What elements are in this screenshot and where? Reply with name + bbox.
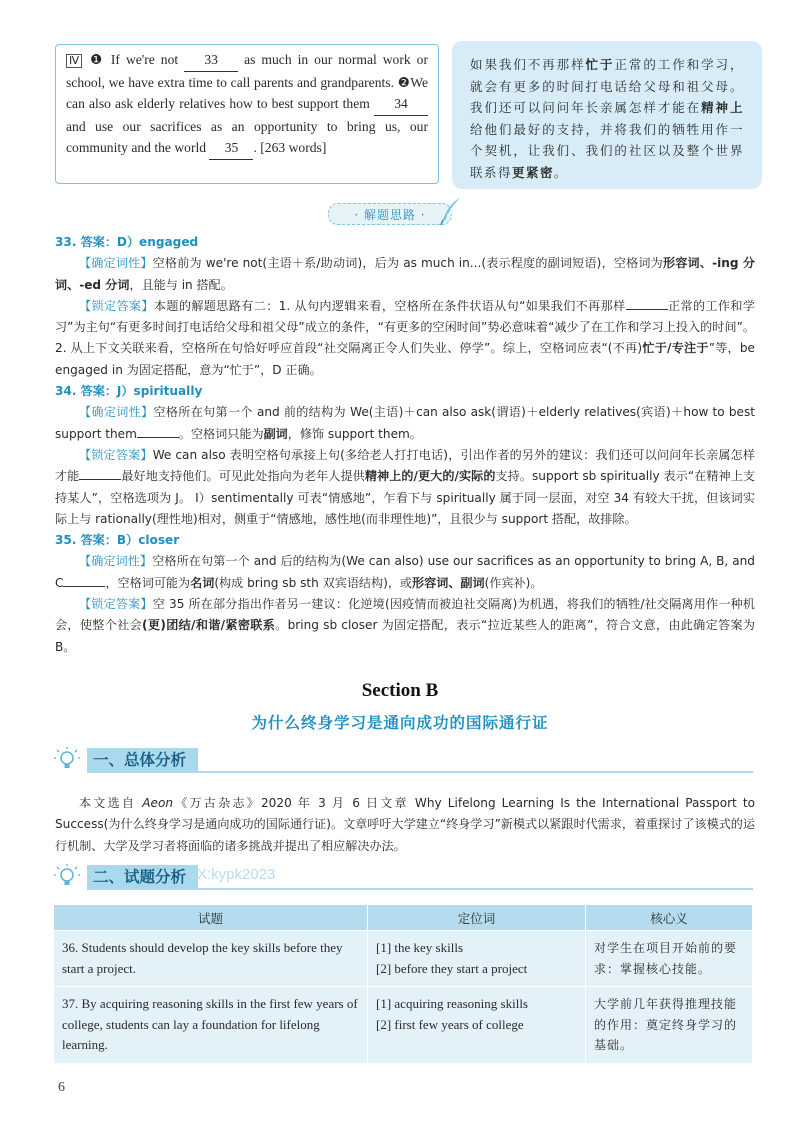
passage-box bbox=[55, 44, 439, 184]
sentence-marker-1: ❶ bbox=[90, 52, 105, 67]
q35-p2a: 空 35 所在部分指出作者另一建议：化逆境(因疫情而被迫社交隔离)为机遇，将我们的牺牲/社交隔离用作一种机会，使整个社会 bbox=[55, 597, 755, 633]
question-cell: 36. Students should develop the key skills before they start a project. bbox=[54, 931, 368, 987]
q34-p2c: 支持。support sb spiritually 表示“在精神上支持某人”，空格选项为 J。 I）sentimentally 可表“情感地”，乍看下与 spiritually 属于同一层面，对空 34 有较大干扰，但该词实际上与 rationally(理性地)相对，侧重于“情感地，感性地(而非理性地)”，且很少与 support 搭配，故排除。 bbox=[55, 469, 755, 526]
q34-inline-blank bbox=[137, 437, 179, 438]
table-row bbox=[54, 931, 753, 987]
q35-p1a: 空格所在句第一个 and 后的结构为(We can also) use our sacrifices as an opportunity to bring A, B, and C bbox=[55, 554, 755, 590]
locator-1: [1] the key skills bbox=[376, 940, 464, 955]
question-analysis-header bbox=[53, 865, 753, 890]
overall-analysis-label: 一、总体分析 bbox=[87, 748, 198, 773]
q33-p2c: ”等，be engaged in 为固定搭配，意为“忙于”，D 正确。 bbox=[55, 341, 756, 377]
table-header-locator: 定位词 bbox=[368, 905, 586, 931]
table-header-core: 核心义 bbox=[586, 905, 753, 931]
q33-p1a: 空格前为 we're not(主语＋系/助动词)，后为 as much in...(表示程度的副词短语)，空格词为 bbox=[152, 256, 663, 271]
article-summary bbox=[55, 793, 755, 857]
summary-source: Aeon bbox=[142, 796, 174, 810]
question-analysis-label: 二、试题分析 bbox=[87, 865, 198, 890]
translation-text-3: 给他们最好的支持，并将我们的牺牲用作一个契机，让我们、我们的社区以及整个世界联系得 bbox=[470, 121, 744, 180]
section-title: Section B bbox=[361, 680, 439, 701]
locator-2: [2] first few years of college bbox=[376, 1016, 524, 1032]
watermark: VX:kypk2023 bbox=[187, 866, 276, 883]
q35-p1c: (构成 bring sb sth 双宾语结构)，或 bbox=[214, 575, 413, 590]
q33-p2-bold: 忙于/专注于 bbox=[642, 341, 709, 356]
q33-p1b: ，且能与 in 搭配。 bbox=[129, 277, 233, 292]
translation-text-1: 如果我们不再那样 bbox=[470, 57, 586, 72]
q35-inline-blank bbox=[63, 586, 105, 587]
q34-p1-bold: 副词 bbox=[263, 426, 288, 441]
table-header-row bbox=[54, 905, 753, 931]
lightbulb-icon bbox=[53, 863, 81, 891]
locator-cell bbox=[368, 987, 586, 1064]
q34-p2b: 最好地支持他们。可见此处指向为老年人提供 bbox=[121, 469, 365, 484]
core-cell: 大学前几年获得推理技能的作用：奠定终身学习的基础。 bbox=[586, 987, 753, 1064]
translation-text-2: 正常的工作和学习，就会有更多的时间打电话给父母和祖父母。我们还可以问问年长亲属怎样才能在 bbox=[470, 57, 744, 116]
q35-p2-bold: (更)团结/和谐/紧密联系 bbox=[142, 618, 276, 633]
summary-a: 本文选自 bbox=[79, 796, 143, 810]
explanation-body bbox=[55, 232, 755, 658]
q34-p1b: 。空格词只能为 bbox=[178, 426, 264, 441]
answer-34: 34. 答案：J）spiritually bbox=[55, 384, 203, 399]
q33-p1-bold: 形容词、-ing 分词、-ed 分词 bbox=[55, 256, 755, 292]
q34-lock-answer bbox=[55, 445, 755, 530]
q34-tag-2: 【锁定答案】 bbox=[79, 447, 153, 462]
question-cell: 37. By acquiring reasoning skills in the first few years of college, students can lay a foundation for lifelong learning. bbox=[54, 987, 368, 1064]
q34-p1c: ，修饰 support them。 bbox=[287, 426, 422, 441]
blank-35[interactable]: 35 bbox=[209, 137, 253, 160]
translation-bold-3: 更紧密 bbox=[512, 164, 555, 180]
q33-inline-blank bbox=[626, 309, 668, 310]
q35-p1d: (作宾补)。 bbox=[484, 575, 543, 590]
feather-pen-icon bbox=[438, 196, 464, 226]
sentence-marker-2: ❷ bbox=[397, 74, 411, 90]
blank-34[interactable]: 34 bbox=[374, 93, 428, 116]
sentence-2b: and use our sacrifices as an opportunity to bring us, our community and the world bbox=[66, 118, 428, 155]
translation-bold-1: 忙于 bbox=[585, 57, 615, 72]
translation-box bbox=[452, 41, 762, 189]
hint-title: · 解题思路 · bbox=[328, 203, 452, 225]
locator-2: [2] before they start a project bbox=[376, 960, 528, 976]
q35-tag-2: 【锁定答案】 bbox=[79, 597, 153, 612]
table-header-question: 试题 bbox=[54, 905, 368, 931]
locator-cell bbox=[368, 931, 586, 987]
overall-analysis-header bbox=[53, 748, 753, 773]
q35-part-of-speech bbox=[55, 551, 755, 594]
lightbulb-icon bbox=[53, 746, 81, 774]
q33-p2b: 正常的工作和学习”为主句“有更多时间打电话给父母和祖父母”成立的条件，“有更多的空闲时间”势必意味着“减少了在工作和学习上投入的时间”。2. 从上下文关联来看，空格所在句恰好呼应首段“社交隔离正令人们失业、停学”。综上，空格词应表“(不再) bbox=[55, 298, 755, 356]
q33-tag-2: 【锁定答案】 bbox=[79, 298, 154, 313]
q35-p1-bold-2: 形容词、副词 bbox=[412, 575, 485, 590]
summary-b: 《万古杂志》2020 年 3 月 6 日文章 Why Lifelong Learning Is the International Passport to Success(为什么终身学习是通向成功的国际通行证)。文章呼吁大学建立“终身学习”新模式以紧跟时代需求，着重探讨了该模式的运行机制、大学及学习者将面临的诸多挑战并提出了相应解决办法。 bbox=[55, 796, 755, 853]
q33-p2a: 本题的解题思路有二：1. 从句内逻辑来看，空格所在条件状语从句“如果我们不再那样 bbox=[153, 298, 626, 313]
sentence-1b: as much in our normal work or school, we have extra time to call parents and grandparents. bbox=[66, 52, 428, 90]
question-analysis-table bbox=[53, 904, 753, 1064]
translation-text-4: 。 bbox=[554, 164, 569, 180]
answer-35: 35. 答案：B）closer bbox=[55, 533, 180, 548]
q33-part-of-speech bbox=[55, 253, 755, 296]
q35-tag-1: 【确定词性】 bbox=[79, 554, 153, 569]
table-row bbox=[54, 987, 753, 1064]
page-number: 6 bbox=[58, 1080, 65, 1095]
q33-tag-1: 【确定词性】 bbox=[79, 256, 153, 271]
blank-33[interactable]: 33 bbox=[184, 49, 238, 72]
section-subtitle: 为什么终身学习是通向成功的国际通行证 bbox=[251, 714, 549, 732]
core-cell: 对学生在项目开始前的要求：掌握核心技能。 bbox=[586, 931, 753, 987]
paragraph-roman-numeral: Ⅳ bbox=[66, 54, 82, 68]
q34-p1a: 空格所在句第一个 and 前的结构为 We(主语)＋can also ask(谓语)＋elderly relatives(宾语)＋how to best support them bbox=[55, 405, 755, 441]
q34-p2-bold: 精神上的/更大的/实际的 bbox=[364, 469, 496, 484]
q34-tag-1: 【确定词性】 bbox=[79, 405, 154, 420]
q35-p2b: 。bring sb closer 为固定搭配，表示“拉近某些人的距离”，符合文意，由此确定答案为 B。 bbox=[55, 618, 755, 654]
q35-p1-bold-1: 名词 bbox=[190, 575, 215, 590]
q34-part-of-speech bbox=[55, 402, 755, 445]
sentence-2c: . [263 words] bbox=[253, 140, 327, 155]
translation-bold-2: 精神上 bbox=[701, 100, 744, 116]
q35-lock-answer bbox=[55, 594, 755, 658]
q34-p2a: We can also 表明空格句承接上句(多给老人打打电话)，引出作者的另外的建议：我们还可以问问年长亲属怎样才能 bbox=[55, 447, 755, 484]
q33-lock-answer bbox=[55, 296, 755, 381]
q34-inline-blank-2 bbox=[79, 479, 121, 480]
sentence-1a: If we're not bbox=[110, 52, 179, 67]
locator-1: [1] acquiring reasoning skills bbox=[376, 996, 528, 1011]
q35-p1b: ，空格词可能为 bbox=[105, 575, 191, 590]
answer-33: 33. 答案：D）engaged bbox=[55, 235, 199, 249]
sentence-2a: We can also ask elderly relatives how to best support them bbox=[66, 74, 429, 111]
